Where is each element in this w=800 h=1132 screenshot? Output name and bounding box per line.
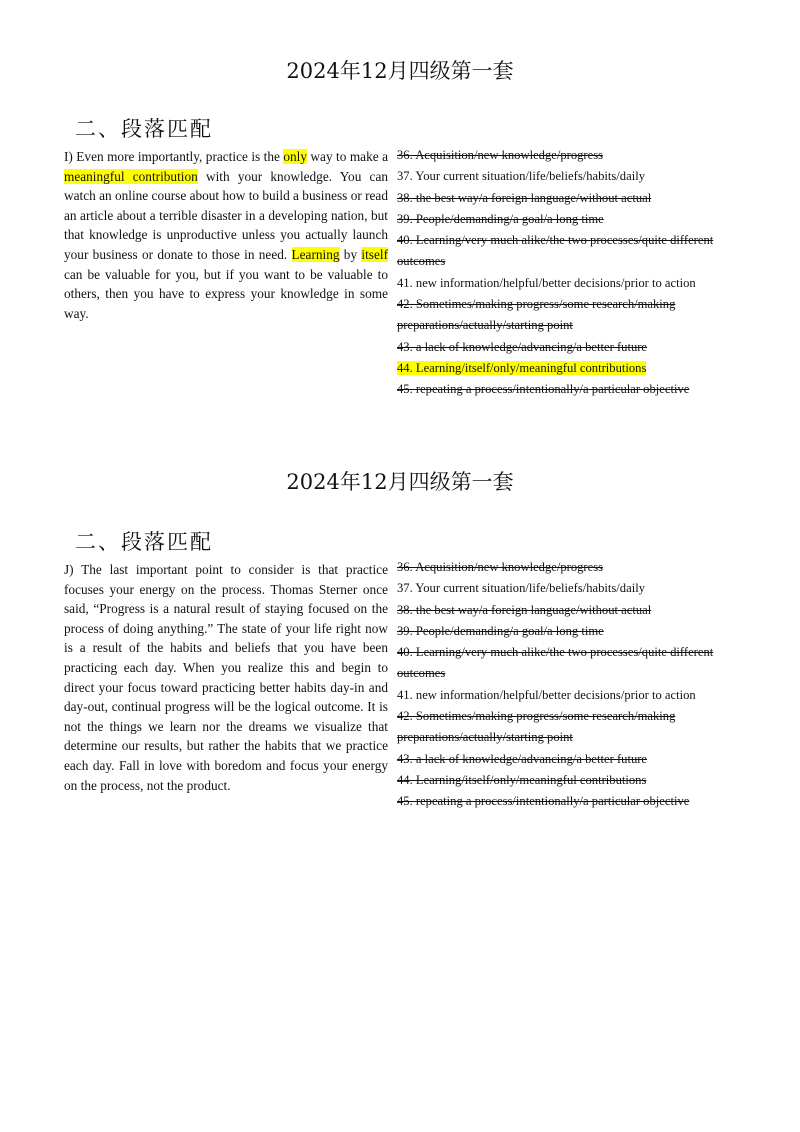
paragraph-segment: can be valuable for you, but if you want to be valuable to others, then you have to express your knowledge in some way. [64, 266, 388, 321]
highlighted-answer: 44. Learning/itself/only/meaningful contributions [397, 360, 647, 375]
paragraph-segment: by [339, 246, 362, 262]
passage-paragraph [64, 147, 388, 323]
list-item: 41. new information/helpful/better decisions/prior to action [397, 687, 696, 702]
section-heading: 二、段落匹配 [75, 530, 213, 554]
list-item: 39. People/demanding/a goal/a long time [397, 623, 604, 638]
highlighted-word: meaningful contribution [64, 168, 198, 184]
answer-list [397, 145, 757, 401]
list-item: 40. Learning/very much alike/the two processes/quite different outcomes [397, 233, 714, 269]
list-item: 38. the best way/a foreign language/without actual [397, 190, 652, 205]
list-item: 37. Your current situation/life/beliefs/habits/daily [397, 169, 645, 184]
highlighted-word: itself [361, 246, 388, 262]
list-item: 44. Learning/itself/only/meaningful contributions [397, 772, 647, 787]
list-item: 42. Sometimes/making progress/some research/making preparations/actually/starting point [397, 709, 676, 745]
list-item: 41. new information/helpful/better decisions/prior to action [397, 275, 696, 290]
paragraph-segment: I) Even more importantly, practice is the [64, 149, 284, 164]
paragraph-segment: way to make a [306, 149, 388, 164]
list-item: 42. Sometimes/making progress/some research/making preparations/actually/starting point [397, 297, 676, 333]
page-title: 2024年12月四级第一套 [286, 470, 514, 494]
list-item: 36. Acquisition/new knowledge/progress [397, 148, 604, 162]
list-item: 45. repeating a process/intentionally/a particular objective [397, 382, 690, 397]
passage-paragraph [64, 560, 388, 795]
list-item: 37. Your current situation/life/beliefs/habits/daily [397, 581, 645, 596]
paragraph-segment: J) The last important point to consider is that practice focuses your energy on the process. Thomas Sterner once said, “Progress is a natural result of staying focused on the process of doing anything.” The state of your life right now is a result of the habits and beliefs that you have been practicing each day. When you realize this and begin to direct your focus toward practicing better habits day-in and day-out, continual progress will be the logical outcome. It is not the things we learn nor the dreams we visualize that determine our results, but rather the habits that we practice each day. Fall in love with boredom and focus your energy on the process, not the product. [64, 562, 388, 793]
list-item: 43. a lack of knowledge/advancing/a better future [397, 751, 648, 766]
section-heading: 二、段落匹配 [75, 117, 213, 141]
list-item: 43. a lack of knowledge/advancing/a better future [397, 339, 648, 354]
list-item: 40. Learning/very much alike/the two processes/quite different outcomes [397, 645, 714, 681]
list-item: 45. repeating a process/intentionally/a particular objective [397, 794, 690, 809]
list-item: 38. the best way/a foreign language/without actual [397, 602, 652, 617]
list-item: 36. Acquisition/new knowledge/progress [397, 560, 604, 574]
list-item-highlighted [397, 358, 757, 379]
highlighted-word: Learning [291, 246, 340, 262]
paragraph-segment: with your knowledge. You can watch an online course about how to build a business or read an article about a terrible disaster in a developing nation, but that knowledge is unproductive unless you actually launch your business or donate to those in need. [64, 168, 388, 262]
page-title: 2024年12月四级第一套 [286, 59, 514, 83]
list-item: 39. People/demanding/a goal/a long time [397, 211, 604, 226]
answer-list [397, 557, 757, 813]
highlighted-word: only [283, 149, 307, 164]
